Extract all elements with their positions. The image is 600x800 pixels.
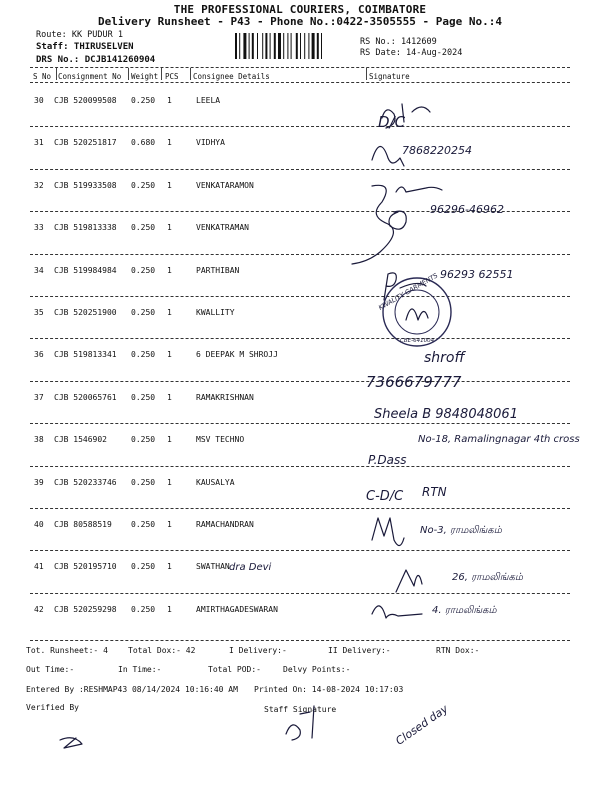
cell-weight: 0.250 xyxy=(131,604,156,614)
col-head-weight: Weight xyxy=(131,72,159,81)
cell-consignee: KAUSALYA xyxy=(196,477,235,487)
cell-pcs: 1 xyxy=(167,308,172,317)
cell-consignment: CJB 519933508 xyxy=(54,180,117,190)
cell-sno: 33 xyxy=(34,223,44,233)
cell-weight: 0.250 xyxy=(131,392,156,402)
cell-pcs: 1 xyxy=(167,562,172,572)
cell-pcs: 1 xyxy=(167,392,172,402)
cell-sno: 35 xyxy=(34,308,44,317)
cell-pcs: 1 xyxy=(167,350,172,360)
cell-pcs: 1 xyxy=(167,520,172,529)
cell-sno: 37 xyxy=(34,392,44,402)
cell-weight: 0.680 xyxy=(131,138,156,148)
cell-consignment: CJB 520195710 xyxy=(54,562,117,572)
header-bottom-rule xyxy=(30,82,570,83)
row-separator xyxy=(30,296,570,297)
cell-weight: 0.250 xyxy=(131,223,156,233)
cell-pcs: 1 xyxy=(167,223,172,233)
cell-consignment: CJB 520065761 xyxy=(54,392,117,402)
signature-mark xyxy=(352,185,393,264)
signature-mark xyxy=(372,518,404,546)
handwritten-note: 26, ராமலிங்கம் xyxy=(452,572,523,583)
row-separator xyxy=(30,508,570,509)
cell-sno: 40 xyxy=(34,520,44,529)
signature-mark xyxy=(372,146,404,166)
out-time: Out Time:- xyxy=(26,665,75,674)
handwritten-note: 96293 62551 xyxy=(440,268,514,281)
col-head-consignment: Consignment No xyxy=(58,72,122,81)
cell-weight: 0.250 xyxy=(131,477,156,487)
cell-consignment: CJB 519813338 xyxy=(54,223,117,233)
row-separator xyxy=(30,126,570,127)
cell-consignee: KWALLITY xyxy=(196,308,235,317)
ii-delivery: II Delivery:- xyxy=(328,646,391,655)
signature-mark xyxy=(382,104,430,128)
row-separator xyxy=(30,169,570,170)
header-top-rule xyxy=(30,67,570,68)
cell-consignee: PARTHIBAN xyxy=(196,265,240,275)
handwritten-note: RTN xyxy=(422,485,447,499)
handwritten-note: Sheela B 9848048061 xyxy=(374,407,518,422)
row-separator xyxy=(30,211,570,212)
col-divider xyxy=(128,68,129,80)
cell-pcs: 1 xyxy=(167,604,172,614)
total-pod: Total POD:- xyxy=(208,665,261,674)
handwritten-note: 96296-46962 xyxy=(430,203,504,216)
cell-consignment: CJB 520251900 xyxy=(54,308,117,317)
cell-sno: 36 xyxy=(34,350,44,360)
barcode xyxy=(234,33,354,59)
signature-mark xyxy=(396,570,422,592)
cell-consignee: MSV TECHNO xyxy=(196,435,245,445)
signature-mark xyxy=(389,211,406,229)
handwritten-note: D/C xyxy=(378,113,406,131)
cell-consignee: AMIRTHAGADESWARAN xyxy=(196,604,278,614)
handwritten-note: shroff xyxy=(424,350,465,366)
cell-consignment: CJB 520251817 xyxy=(54,138,117,148)
cell-sno: 38 xyxy=(34,435,44,445)
cell-consignee: RAMAKRISHNAN xyxy=(196,392,254,402)
total-dox: Total Dox:- 42 xyxy=(128,646,196,655)
row-separator xyxy=(30,550,570,551)
cell-weight: 0.250 xyxy=(131,308,156,317)
cell-pcs: 1 xyxy=(167,96,172,105)
col-head-pcs: PCS xyxy=(165,72,179,81)
handwritten-note: dra Devi xyxy=(229,562,272,573)
handwritten-note: Closed day xyxy=(393,702,451,748)
col-divider xyxy=(190,68,191,80)
signature-mark xyxy=(372,606,422,618)
cell-consignee: VIDHYA xyxy=(196,138,225,148)
cell-pcs: 1 xyxy=(167,180,172,190)
cell-pcs: 1 xyxy=(167,435,172,445)
col-head-consignee: Consignee Details xyxy=(193,72,270,81)
col-divider xyxy=(161,68,162,80)
row-separator xyxy=(30,254,570,255)
row-separator xyxy=(30,423,570,424)
cell-sno: 32 xyxy=(34,180,44,190)
entered-by: Entered By :RESHMAP43 08/14/2024 10:16:40 AM xyxy=(26,685,238,694)
rs-number: RS No.: 1412609 xyxy=(360,37,437,47)
stamp-text: KWALITY GARMENTS xyxy=(377,271,440,312)
handwritten-note: 7868220254 xyxy=(402,144,472,157)
cell-consignee: 6 DEEPAK M SHROJJ xyxy=(196,350,278,360)
handwritten-note: P.Dass xyxy=(368,453,407,467)
cell-consignee: LEELA xyxy=(196,96,221,105)
cell-consignment: CJB 520233746 xyxy=(54,477,117,487)
cell-consignment: CJB 519984984 xyxy=(54,265,117,275)
staff-label: Staff: THIRUSELVEN xyxy=(36,42,134,52)
col-divider xyxy=(366,68,367,80)
delvy-points: Delvy Points:- xyxy=(283,665,351,674)
cell-pcs: 1 xyxy=(167,138,172,148)
rtn-dox: RTN Dox:- xyxy=(436,646,480,655)
cell-weight: 0.250 xyxy=(131,435,156,445)
row-separator xyxy=(30,466,570,467)
tot-runsheet: Tot. Runsheet:- 4 xyxy=(26,646,108,655)
cell-consignment: CJB 520099508 xyxy=(54,96,117,105)
cell-pcs: 1 xyxy=(167,265,172,275)
cell-sno: 34 xyxy=(34,265,44,275)
handwritten-note: No-18, Ramalingnagar 4th cross xyxy=(418,434,580,445)
company-title: THE PROFESSIONAL COURIERS, COIMBATORE xyxy=(173,3,427,16)
route-label: Route: KK PUDUR 1 xyxy=(36,30,123,40)
i-delivery: I Delivery:- xyxy=(229,646,287,655)
cell-weight: 0.250 xyxy=(131,96,156,105)
cell-weight: 0.250 xyxy=(131,265,156,275)
verified-signature-mark xyxy=(60,738,82,748)
handwritten-note: 4. ராமலிங்கம் xyxy=(432,605,497,616)
col-head-signature: Signature xyxy=(369,72,410,81)
handwritten-note: 7366679777 xyxy=(366,373,462,391)
cell-weight: 0.250 xyxy=(131,350,156,360)
row-separator xyxy=(30,381,570,382)
printed-on: Printed On: 14-08-2024 10:17:03 xyxy=(254,685,404,694)
cell-sno: 41 xyxy=(34,562,44,572)
runsheet-title: Delivery Runsheet - P43 - Phone No.:0422-3505555 - Page No.:4 xyxy=(98,15,502,28)
cell-pcs: 1 xyxy=(167,477,172,487)
cell-weight: 0.250 xyxy=(131,180,156,190)
col-head-sno: S No xyxy=(33,72,52,81)
cell-consignment: CJB 1546902 xyxy=(54,435,107,445)
cell-consignee: SWATHAN xyxy=(196,562,230,572)
cell-sno: 42 xyxy=(34,604,44,614)
cell-sno: 39 xyxy=(34,477,44,487)
cell-consignee: RAMACHANDRAN xyxy=(196,520,254,529)
handwritten-note: No-3, ராமலிங்கம் xyxy=(420,525,502,536)
cell-consignee: VENKATARAMON xyxy=(196,180,254,190)
stamp-text: CBE-641004 xyxy=(400,338,435,344)
row-separator xyxy=(30,338,570,339)
cell-weight: 0.250 xyxy=(131,562,156,572)
cell-weight: 0.250 xyxy=(131,520,156,529)
verified-by: Verified By xyxy=(26,703,79,712)
drs-number: DRS No.: DCJB141260904 xyxy=(36,55,156,65)
cell-sno: 30 xyxy=(34,96,44,105)
cell-consignment: CJB 80588519 xyxy=(54,520,112,529)
staff-signature-label: Staff Signature xyxy=(264,705,337,714)
row-separator xyxy=(30,593,570,594)
in-time: In Time:- xyxy=(118,665,162,674)
table-end-rule xyxy=(30,640,570,641)
cell-sno: 31 xyxy=(34,138,44,148)
signature-mark xyxy=(396,187,442,192)
handwritten-note: C-D/C xyxy=(366,489,404,504)
cell-consignment: CJB 520259298 xyxy=(54,604,117,614)
rs-date: RS Date: 14-Aug-2024 xyxy=(360,48,463,58)
cell-consignee: VENKATRAMAN xyxy=(196,223,249,233)
company-stamp xyxy=(377,271,451,346)
cell-consignment: CJB 519813341 xyxy=(54,350,117,360)
col-divider xyxy=(56,68,57,80)
